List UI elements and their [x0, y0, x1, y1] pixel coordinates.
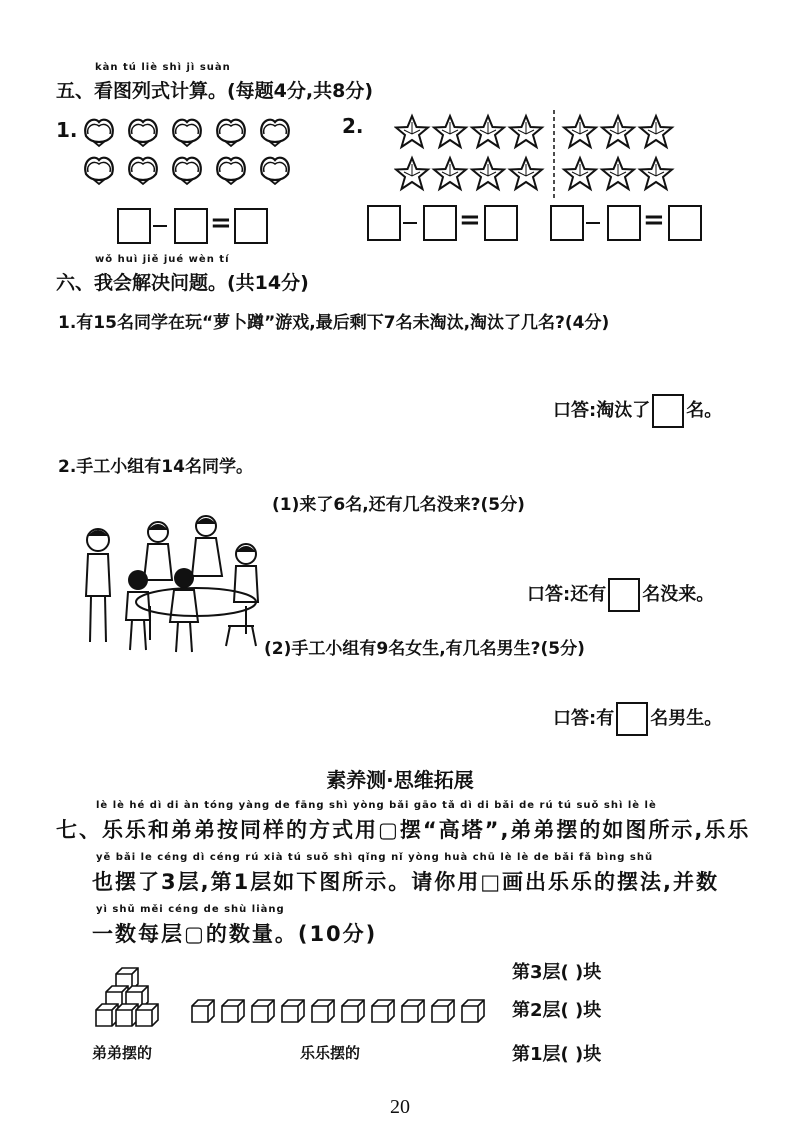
shell-icon — [129, 120, 157, 146]
layer2-label: 第2层( )块 — [512, 1000, 602, 1021]
section6-pinyin: wǒ huì jiě jué wèn tí — [95, 254, 230, 265]
shell-icon — [85, 120, 113, 146]
s6-q2-1-text: (1)来了6名,还有几名没来?(5分) — [272, 495, 525, 515]
page-number: 20 — [390, 1096, 410, 1118]
extension-heading: 素养测·思维拓展 — [326, 768, 474, 792]
equals-sign: = — [210, 208, 232, 238]
section6-title: 六、我会解决问题。(共14分) — [56, 272, 309, 294]
q2a-box-result[interactable] — [484, 205, 518, 241]
extension-line-1: 七、乐乐和弟弟按同样的方式用▢摆“高塔”,弟弟摆的如图所示,乐乐 — [56, 818, 751, 842]
cube-icon — [252, 1000, 274, 1022]
star-icon — [396, 158, 428, 189]
star-group — [394, 110, 684, 200]
star-icon — [640, 116, 672, 147]
answer-prefix: 口答:还有 — [527, 584, 607, 605]
lele-label: 乐乐摆的 — [300, 1044, 361, 1062]
cube-icon — [222, 1000, 244, 1022]
answer-suffix: 名男生。 — [650, 708, 723, 729]
q2-2-answer-box[interactable] — [616, 702, 648, 736]
star-icon — [472, 158, 504, 189]
shell-icon — [261, 158, 289, 184]
q2-1-answer-box[interactable] — [608, 578, 640, 612]
star-icon — [510, 158, 542, 189]
s6-q1-answer — [553, 394, 722, 428]
shell-icon — [217, 120, 245, 146]
equals-sign: = — [643, 205, 665, 235]
answer-prefix: 口答:有 — [553, 708, 615, 729]
minus-sign — [153, 225, 167, 227]
section5-pinyin: kàn tú liè shì jì suàn — [95, 62, 231, 73]
section5-title: 五、看图列式计算。(每题4分,共8分) — [56, 80, 374, 102]
q2b-box-result[interactable] — [668, 205, 702, 241]
cube-icon — [312, 1000, 334, 1022]
s6-q2-2-text: (2)手工小组有9名女生,有几名男生?(5分) — [264, 639, 585, 659]
s6-q1-text: 1.有15名同学在玩“萝卜蹲”游戏,最后剩下7名未淘汰,淘汰了几名?(4分) — [58, 313, 610, 333]
cube-icon — [96, 1004, 118, 1026]
lele-first-layer — [190, 998, 500, 1026]
star-icon — [602, 158, 634, 189]
q1-label: 1. — [56, 118, 78, 142]
answer-suffix: 名。 — [686, 400, 723, 421]
q1-box-subtrahend[interactable] — [174, 208, 208, 244]
minus-sign — [403, 222, 417, 224]
children-illustration — [76, 510, 266, 660]
cube-icon — [372, 1000, 394, 1022]
shell-icon — [173, 120, 201, 146]
answer-prefix: 口答:淘汰了 — [553, 400, 651, 421]
cube-icon — [282, 1000, 304, 1022]
q1-answer-box[interactable] — [652, 394, 684, 428]
cube-icon — [136, 1004, 158, 1026]
extension-pinyin-3: yì shǔ měi céng de shù liàng — [96, 904, 285, 915]
star-icon — [564, 116, 596, 147]
q2a-box-minuend[interactable] — [367, 205, 401, 241]
star-icon — [396, 116, 428, 147]
star-icon — [640, 158, 672, 189]
cube-icon — [432, 1000, 454, 1022]
star-icon — [510, 116, 542, 147]
extension-line-2: 也摆了3层,第1层如下图所示。请你用□画出乐乐的摆法,并数 — [92, 870, 720, 894]
q2b-box-subtrahend[interactable] — [607, 205, 641, 241]
cube-icon — [462, 1000, 484, 1022]
brother-label: 弟弟摆的 — [92, 1044, 153, 1062]
extension-pinyin-2: yě bǎi le céng dì céng rú xià tú suǒ shì qǐng nǐ yòng huà chū lè lè de bǎi fǎ bìng shǔ — [96, 852, 654, 863]
shell-icon — [217, 158, 245, 184]
cube-icon — [116, 1004, 138, 1026]
cube-icon — [402, 1000, 424, 1022]
q2a-box-subtrahend[interactable] — [423, 205, 457, 241]
star-icon — [564, 158, 596, 189]
cube-icon — [342, 1000, 364, 1022]
shell-icon — [129, 158, 157, 184]
answer-suffix: 名没来。 — [642, 584, 715, 605]
shell-group — [76, 112, 306, 198]
s6-q2-2-answer — [553, 702, 722, 736]
cube-icon — [192, 1000, 214, 1022]
s6-q2-text: 2.手工小组有14名同学。 — [58, 457, 253, 477]
q1-box-minuend[interactable] — [117, 208, 151, 244]
s6-q2-1-answer — [527, 578, 714, 612]
q1-box-result[interactable] — [234, 208, 268, 244]
extension-pinyin-1: lè lè hé dì di àn tóng yàng de fāng shì yòng bǎi gāo tǎ dì di bǎi de rú tú suǒ shì lè lè — [96, 800, 657, 811]
shell-icon — [85, 158, 113, 184]
star-icon — [434, 116, 466, 147]
star-icon — [602, 116, 634, 147]
star-icon — [434, 158, 466, 189]
brother-tower — [94, 966, 174, 1030]
q2-label: 2. — [342, 114, 364, 138]
equals-sign: = — [459, 205, 481, 235]
layer1-label: 第1层( )块 — [512, 1044, 602, 1065]
shell-icon — [261, 120, 289, 146]
minus-sign — [586, 222, 600, 224]
star-icon — [472, 116, 504, 147]
shell-icon — [173, 158, 201, 184]
extension-line-3: 一数每层▢的数量。(10分) — [92, 922, 378, 946]
q2b-box-minuend[interactable] — [550, 205, 584, 241]
layer3-label: 第3层( )块 — [512, 962, 602, 983]
